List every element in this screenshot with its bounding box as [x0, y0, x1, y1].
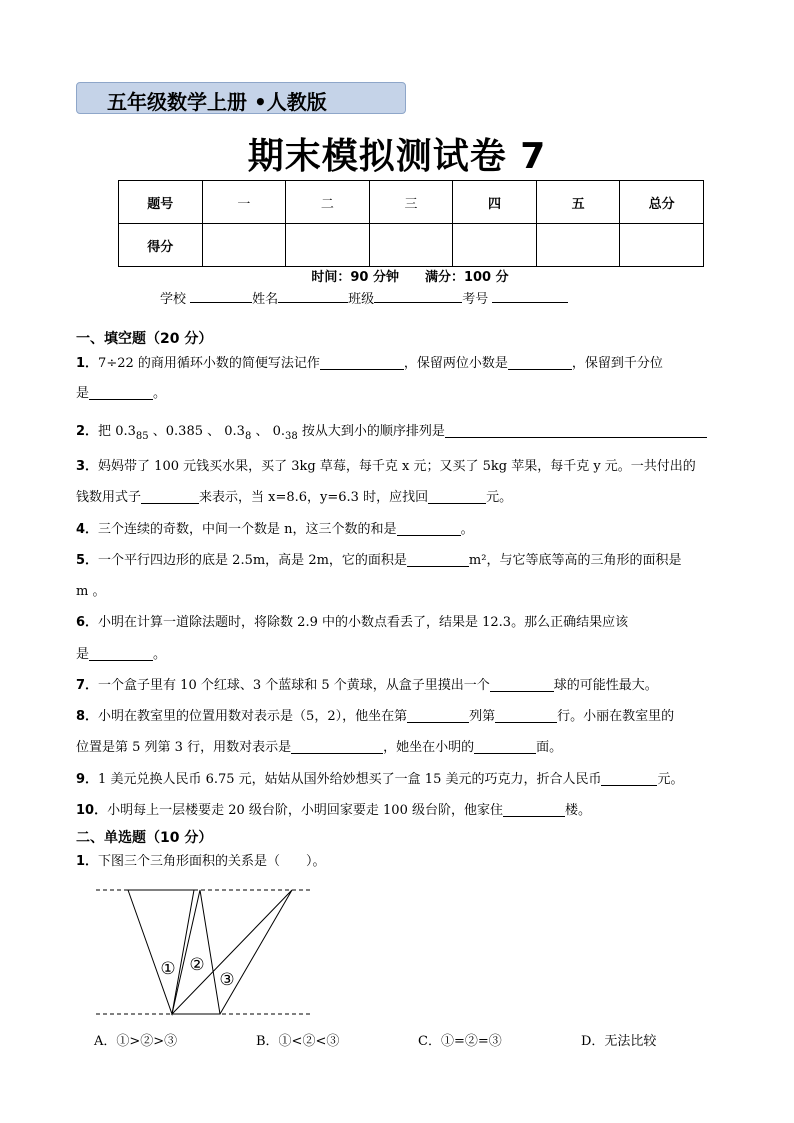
mc-question-1: 1．下图三个三角形面积的关系是（ ）。 [76, 854, 326, 869]
question-6: 6．小明在计算一道除法题时，将除数 2.9 中的小数点看丢了，结果是 12.3。那么正确结果应该 [76, 615, 629, 630]
answer-blank[interactable] [490, 676, 554, 692]
question-1: 1．7÷22 的商用循环小数的简便写法记作 ，保留两位小数是 ，保留到千分位 [76, 356, 663, 371]
question-8: 8．小明在教室里的位置用数对表示是（5，2），他坐在第 列第 行。小丽在教室里的 [76, 709, 675, 724]
score-cell: 一 [202, 181, 286, 224]
question-9: 9．1 美元兑换人民币 6.75 元，姑姑从国外给妙想买了一盒 15 美元的巧克力，折合人民币 元。 [76, 772, 684, 787]
answer-blank[interactable] [89, 384, 153, 400]
exam-time: 时间：90 分钟 [311, 270, 399, 285]
question-5: 5．一个平行四边形的底是 2.5m，高是 2m，它的面积是 m²，与它等底等高的三角形的面积是 [76, 553, 682, 568]
question-5-cont: m 。 [76, 584, 106, 599]
score-cell: 三 [369, 181, 453, 224]
answer-blank[interactable] [291, 738, 383, 754]
triangle-label-2: ② [189, 955, 205, 975]
question-2: 2．把 $0.3_{85}$ 、0.385 、 $0.3_8$ 、 $0._{38}$ 按从大到小的顺序排列是 [76, 422, 756, 447]
triangle-2 [172, 890, 220, 1014]
answer-blank[interactable] [141, 488, 199, 504]
answer-blank[interactable] [407, 707, 469, 723]
answer-blank[interactable] [495, 707, 557, 723]
class-blank[interactable] [374, 288, 462, 303]
banner-text: 五年级数学上册 •人教版 [107, 90, 327, 114]
triangle-3 [172, 890, 292, 1014]
exam-title: 期末模拟测试卷 7 [247, 136, 547, 177]
option-a[interactable]: A．①>②>③ [94, 1034, 178, 1049]
answer-blank[interactable] [407, 551, 469, 567]
answer-blank[interactable] [474, 738, 536, 754]
option-b[interactable]: B．①<②<③ [256, 1034, 340, 1049]
number-label: 考号 [462, 292, 489, 307]
score-table-header-row [119, 181, 704, 224]
answer-blank[interactable] [445, 422, 707, 438]
score-input-cell[interactable] [536, 224, 620, 267]
question-3: 3．妈妈带了 100 元钱买水果，买了 3kg 草莓，每千克 x 元；又买了 5kg 苹果，每千克 y 元。一共付出的 [76, 459, 696, 474]
score-cell: 四 [453, 181, 537, 224]
option-c[interactable]: C．①=②=③ [418, 1034, 502, 1049]
school-blank[interactable] [190, 288, 252, 303]
name-label: 姓名 [252, 292, 279, 307]
answer-blank[interactable] [601, 770, 657, 786]
question-10: 10．小明每上一层楼要走 20 级台阶，小明回家要走 100 级台阶，他家住 楼。 [76, 803, 591, 818]
section-title-choice: 二、单选题（10 分） [76, 830, 213, 846]
score-cell: 题号 [119, 181, 203, 224]
answer-blank[interactable] [320, 354, 404, 370]
answer-blank[interactable] [508, 354, 572, 370]
triangle-diagram [96, 882, 316, 1018]
question-1-cont: 是 。 [76, 386, 167, 401]
question-7: 7．一个盒子里有 10 个红球、3 个蓝球和 5 个黄球，从盒子里摸出一个 球的可能性最大。 [76, 678, 658, 693]
score-cell: 二 [286, 181, 370, 224]
grade-banner [76, 82, 406, 114]
option-d[interactable]: D．无法比较 [581, 1034, 657, 1049]
score-input-cell[interactable] [202, 224, 286, 267]
question-6-cont: 是 。 [76, 647, 167, 662]
triangle-1 [128, 890, 194, 1014]
score-input-cell[interactable] [453, 224, 537, 267]
answer-blank[interactable] [428, 488, 486, 504]
triangle-label-1: ① [160, 959, 176, 979]
question-8-cont: 位置是第 5 列第 3 行，用数对表示是 ，她坐在小明的 面。 [76, 740, 563, 755]
triangle-label-3: ③ [219, 970, 235, 990]
score-cell: 总分 [620, 181, 704, 224]
answer-blank[interactable] [503, 801, 565, 817]
question-4: 4．三个连续的奇数，中间一个数是 n，这三个数的和是 。 [76, 522, 474, 537]
exam-full-score: 满分：100 分 [424, 270, 509, 285]
score-table [118, 180, 704, 267]
score-cell: 得分 [119, 224, 203, 267]
question-3-cont: 钱数用式子 来表示，当 x=8.6，y=6.3 时，应找回 元。 [76, 490, 513, 505]
name-blank[interactable] [278, 288, 348, 303]
school-label: 学校 [160, 292, 187, 307]
score-cell: 五 [536, 181, 620, 224]
score-input-cell[interactable] [286, 224, 370, 267]
score-table-score-row [119, 224, 704, 267]
score-input-cell[interactable] [620, 224, 704, 267]
section-title-fill: 一、填空题（20 分） [76, 331, 213, 347]
number-blank[interactable] [492, 288, 568, 303]
score-input-cell[interactable] [369, 224, 453, 267]
answer-blank[interactable] [397, 520, 461, 536]
answer-blank[interactable] [89, 645, 153, 661]
exam-time-line [0, 266, 794, 285]
class-label: 班级 [348, 292, 375, 307]
student-info-line [160, 288, 568, 307]
